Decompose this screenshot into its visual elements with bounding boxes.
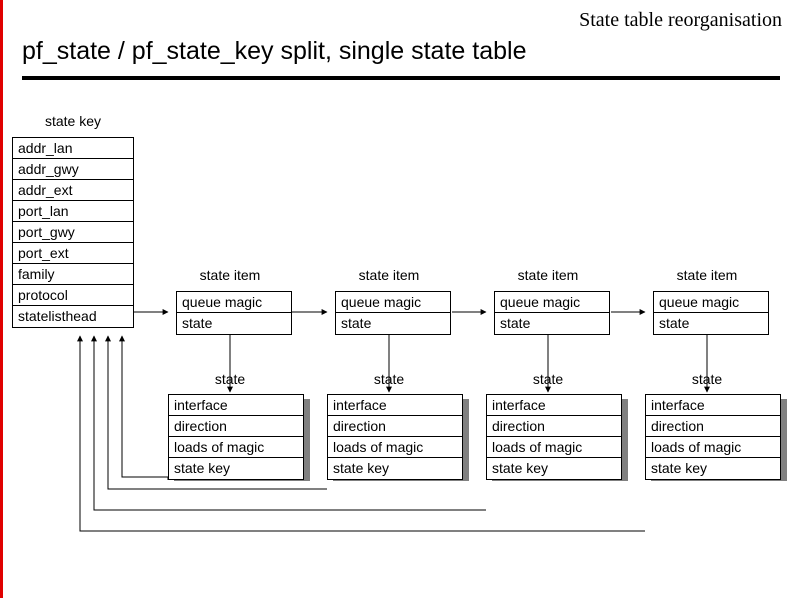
state-item-field: state <box>500 315 531 331</box>
state-caption: state <box>373 371 405 387</box>
state-field: loads of magic <box>169 437 303 458</box>
state-item-field: state <box>341 315 372 331</box>
state-key-field: family <box>13 264 133 285</box>
state-key-box <box>12 137 134 328</box>
state-caption: state <box>691 371 723 387</box>
state-key-field: addr_gwy <box>13 159 133 180</box>
state-item-caption: state item <box>676 267 738 283</box>
state-field: direction <box>328 416 462 437</box>
state-caption: state <box>214 371 246 387</box>
slide-title: pf_state / pf_state_key split, single state table <box>22 37 527 65</box>
state-key-field: addr_ext <box>13 180 133 201</box>
state-key-field: port_lan <box>13 201 133 222</box>
state-item-field: queue magic <box>177 292 291 313</box>
state-item-caption: state item <box>199 267 261 283</box>
state-caption: state <box>532 371 564 387</box>
state-key-field: addr_lan <box>13 138 133 159</box>
state-box <box>645 394 781 480</box>
state-field: interface <box>328 395 462 416</box>
state-field: interface <box>169 395 303 416</box>
state-item-box <box>176 291 292 335</box>
state-item-caption: state item <box>517 267 579 283</box>
state-field: loads of magic <box>487 437 621 458</box>
state-field: state key <box>651 460 708 476</box>
state-item-box <box>335 291 451 335</box>
state-field: direction <box>646 416 780 437</box>
state-field: direction <box>487 416 621 437</box>
state-key-caption: state key <box>44 113 102 129</box>
slide-eyebrow: State table reorganisation <box>579 9 782 31</box>
state-field: state key <box>492 460 549 476</box>
state-box <box>486 394 622 480</box>
state-item-field: queue magic <box>495 292 609 313</box>
state-item-field: queue magic <box>336 292 450 313</box>
state-key-field: protocol <box>13 285 133 306</box>
state-item-caption: state item <box>358 267 420 283</box>
state-field: interface <box>487 395 621 416</box>
state-box <box>327 394 463 480</box>
state-key-field: port_gwy <box>13 222 133 243</box>
state-field: direction <box>169 416 303 437</box>
state-field: loads of magic <box>646 437 780 458</box>
state-item-field: state <box>659 315 690 331</box>
state-field: interface <box>646 395 780 416</box>
state-item-box <box>494 291 610 335</box>
state-item-box <box>653 291 769 335</box>
state-key-field: statelisthead <box>18 308 97 324</box>
state-field: state key <box>174 460 231 476</box>
state-item-field: state <box>182 315 213 331</box>
state-field: loads of magic <box>328 437 462 458</box>
state-key-field: port_ext <box>13 243 133 264</box>
state-field: state key <box>333 460 390 476</box>
state-box <box>168 394 304 480</box>
state-item-field: queue magic <box>654 292 768 313</box>
